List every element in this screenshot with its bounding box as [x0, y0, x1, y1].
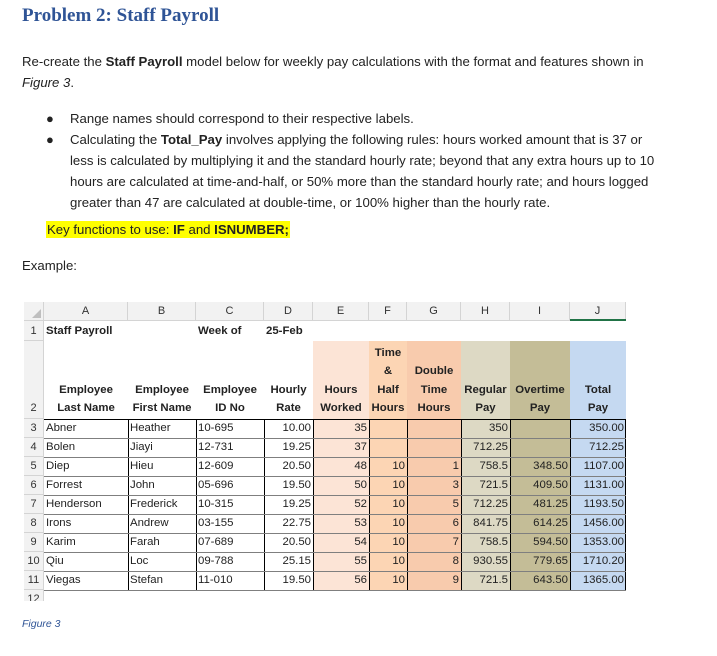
header-line: Hours [417, 402, 451, 415]
cell-e4[interactable]: 37 [354, 441, 367, 453]
cell-i3[interactable] [510, 419, 570, 438]
cell-b7[interactable]: Frederick [130, 498, 178, 510]
cell-b11[interactable]: Stefan [130, 574, 163, 586]
header-line: Regular [464, 383, 507, 396]
header-line: Worked [320, 402, 362, 415]
cell-f6[interactable]: 10 [392, 479, 405, 491]
header-line: & [383, 365, 393, 378]
gridline [44, 571, 626, 572]
header-line: Pay [529, 402, 551, 415]
cell-c5[interactable]: 12-609 [198, 460, 234, 472]
gridline [570, 419, 571, 590]
header-line: Hourly [270, 383, 307, 396]
cell-g5[interactable]: 1 [452, 460, 459, 472]
cell-f7[interactable]: 10 [392, 498, 405, 510]
cell-i9[interactable]: 594.50 [533, 536, 568, 548]
gridline [44, 419, 626, 420]
sheet-title-cell[interactable]: Staff Payroll [46, 325, 113, 337]
header-cell-f[interactable] [369, 341, 407, 419]
gridline [461, 419, 462, 590]
cell-a6[interactable]: Forrest [46, 479, 83, 491]
header-line: Overtime [515, 383, 565, 396]
cell-a9[interactable]: Karim [46, 536, 76, 548]
column-header-f[interactable]: F [369, 302, 407, 321]
cell-b5[interactable]: Hieu [130, 460, 154, 472]
header-cell-h[interactable] [461, 341, 510, 419]
header-cell-g[interactable] [407, 341, 461, 419]
column-header-i[interactable]: I [510, 302, 570, 321]
row-header-9[interactable]: 9 [24, 533, 44, 552]
cell-j9[interactable]: 1353.00 [582, 536, 624, 548]
bullet-icon: ● [46, 132, 54, 147]
cell-b3[interactable]: Heather [130, 422, 171, 434]
column-header-b[interactable]: B [128, 302, 196, 321]
cell-e5[interactable]: 48 [354, 460, 367, 472]
gridline [44, 438, 626, 439]
cell-c10[interactable]: 09-788 [198, 555, 234, 567]
figure-caption: Figure 3 [22, 618, 61, 630]
cell-c4[interactable]: 12-731 [198, 441, 234, 453]
cell-h3[interactable]: 350 [488, 422, 508, 434]
header-line: Last Name [57, 402, 115, 415]
column-header-a[interactable]: A [44, 302, 128, 321]
cell-c9[interactable]: 07-689 [198, 536, 234, 548]
cell-b6[interactable]: John [130, 479, 155, 491]
cell-g3[interactable] [407, 419, 461, 438]
header-cell-j[interactable] [570, 341, 626, 419]
header-cell-d[interactable] [264, 341, 313, 419]
cell-c8[interactable]: 03-155 [198, 517, 234, 529]
cell-g11[interactable]: 9 [452, 574, 459, 586]
key-functions-note: Key functions to use: IF and ISNUMBER; [47, 222, 289, 237]
cell-d9[interactable]: 20.50 [282, 536, 311, 548]
cell-d4[interactable]: 19.25 [282, 441, 311, 453]
row-header-8[interactable]: 8 [24, 514, 44, 533]
row-header-2[interactable]: 2 [24, 341, 44, 419]
cell-e7[interactable]: 52 [354, 498, 367, 510]
cell-e8[interactable]: 53 [354, 517, 367, 529]
row-header-5[interactable]: 5 [24, 457, 44, 476]
header-cell-c[interactable] [196, 341, 264, 419]
header-line: Pay [587, 402, 609, 415]
cell-d5[interactable]: 20.50 [282, 460, 311, 472]
cell-h9[interactable]: 758.5 [479, 536, 508, 548]
cell-h8[interactable]: 841.75 [473, 517, 508, 529]
cell-h10[interactable]: 930.55 [473, 555, 508, 567]
cell-a4[interactable]: Bolen [46, 441, 76, 453]
cell-g10[interactable]: 8 [452, 555, 459, 567]
spreadsheet [24, 302, 645, 601]
week-date-cell[interactable]: 25-Feb [266, 325, 303, 337]
bullet-icon: ● [46, 111, 54, 126]
cell-j3[interactable]: 350.00 [589, 422, 624, 434]
cell-b8[interactable]: Andrew [130, 517, 169, 529]
gridline [407, 419, 408, 590]
cell-i4[interactable] [510, 438, 570, 457]
cell-g4[interactable] [407, 438, 461, 457]
gridline [44, 514, 626, 515]
cell-f8[interactable]: 10 [392, 517, 405, 529]
row-header-10[interactable]: 10 [24, 552, 44, 571]
cell-i7[interactable]: 481.25 [533, 498, 568, 510]
gridline [44, 533, 626, 534]
cell-c11[interactable]: 11-010 [198, 574, 233, 586]
gridline [44, 590, 626, 591]
cell-i11[interactable]: 643.50 [533, 574, 568, 586]
cell-a10[interactable]: Qiu [46, 555, 64, 567]
cell-c3[interactable]: 10-695 [198, 422, 234, 434]
header-line: Total [584, 383, 612, 396]
cell-i6[interactable]: 409.50 [533, 479, 568, 491]
cell-f11[interactable]: 10 [392, 574, 405, 586]
header-line: Employee [135, 383, 189, 396]
cell-d10[interactable]: 25.15 [282, 555, 311, 567]
cell-i8[interactable]: 614.25 [533, 517, 568, 529]
cell-a7[interactable]: Henderson [46, 498, 102, 510]
column-header-j[interactable]: J [570, 302, 626, 321]
cell-b9[interactable]: Farah [130, 536, 160, 548]
intro-paragraph: Re-create the Staff Payroll model below for weekly pay calculations with the format and features shown in Figure 3. [22, 54, 644, 90]
cell-a3[interactable]: Abner [46, 422, 77, 434]
cell-j4[interactable]: 712.25 [589, 441, 624, 453]
cell-j7[interactable]: 1193.50 [583, 498, 624, 510]
header-line: Employee [59, 383, 113, 396]
gridline [264, 419, 265, 590]
cell-i5[interactable]: 348.50 [533, 460, 568, 472]
cell-a11[interactable]: Viegas [46, 574, 81, 586]
gridline [44, 495, 626, 496]
row-header-12[interactable]: 12 [24, 590, 44, 601]
cell-d8[interactable]: 22.75 [282, 517, 311, 529]
select-all-corner[interactable] [24, 302, 44, 321]
column-header-c[interactable]: C [196, 302, 264, 321]
cell-j6[interactable]: 1131.00 [583, 479, 624, 491]
gridline [625, 419, 626, 590]
header-cell-i[interactable] [510, 341, 570, 419]
header-line: First Name [132, 402, 192, 415]
gridline [196, 419, 197, 590]
cell-a5[interactable]: Diep [46, 460, 70, 472]
gridline [44, 552, 626, 553]
cell-g9[interactable]: 7 [452, 536, 459, 548]
column-header-g[interactable]: G [407, 302, 461, 321]
row-header-1[interactable]: 1 [24, 321, 44, 341]
row-header-11[interactable]: 11 [24, 571, 44, 590]
column-header-d[interactable]: D [264, 302, 313, 321]
header-cell-b[interactable] [128, 341, 196, 419]
requirements-list [46, 108, 656, 213]
cell-c7[interactable]: 10-315 [198, 498, 234, 510]
cell-i10[interactable]: 779.65 [533, 555, 568, 567]
header-line: ID No [215, 402, 245, 415]
cell-h5[interactable]: 758.5 [479, 460, 508, 472]
gridline [44, 476, 626, 477]
cell-j10[interactable]: 1710.20 [582, 555, 624, 567]
list-item: ● Range names should correspond to their respective labels. [46, 108, 656, 129]
gridline [313, 419, 314, 590]
cell-f10[interactable]: 10 [392, 555, 405, 567]
page-title: Problem 2: Staff Payroll [22, 5, 220, 26]
cell-d6[interactable]: 19.50 [282, 479, 311, 491]
cell-e10[interactable]: 55 [354, 555, 367, 567]
gridline [44, 457, 626, 458]
cell-d7[interactable]: 19.25 [282, 498, 311, 510]
row-header-4[interactable]: 4 [24, 438, 44, 457]
cell-f9[interactable]: 10 [392, 536, 405, 548]
header-line: Rate [276, 402, 301, 415]
row-header-6[interactable]: 6 [24, 476, 44, 495]
header-line: Employee [203, 383, 257, 396]
column-header-h[interactable]: H [461, 302, 510, 321]
cell-d11[interactable]: 19.50 [282, 574, 311, 586]
cell-f3[interactable] [369, 419, 407, 438]
row-header-3[interactable]: 3 [24, 419, 44, 438]
cell-e11[interactable]: 56 [354, 574, 367, 586]
header-line: Pay [475, 402, 496, 415]
example-label: Example: [22, 258, 77, 273]
cell-d3[interactable]: 10.00 [282, 422, 311, 434]
gridline [369, 419, 370, 590]
cell-g7[interactable]: 5 [452, 498, 459, 510]
cell-e3[interactable]: 35 [354, 422, 367, 434]
cell-h7[interactable]: 712.25 [473, 498, 508, 510]
cell-b10[interactable]: Loc [130, 555, 149, 567]
cell-j5[interactable]: 1107.00 [583, 460, 624, 472]
cell-j8[interactable]: 1456.00 [582, 517, 624, 529]
gridline [128, 419, 129, 590]
selected-column-indicator [570, 319, 626, 321]
header-line: Hours [371, 402, 405, 415]
cell-f4[interactable] [369, 438, 407, 457]
cell-b4[interactable]: Jiayi [130, 441, 153, 453]
week-of-label[interactable]: Week of [198, 325, 242, 337]
row-header-7[interactable]: 7 [24, 495, 44, 514]
header-line: Half [377, 383, 399, 396]
list-item: ● Calculating the Total_Pay involves applying the following rules: hours worked amount that is 37 or less is calculated by multiplying it and the standard hourly rate; beyond that any extra hours up to 10 hours are calculated at time-and-half, or 50% more than the standard hourly rate; and hours logged greater than 47 are calculated at double-time, or 100% higher than the hourly rate. [46, 129, 656, 213]
header-line: Time [420, 383, 448, 396]
header-line: Time [374, 346, 402, 359]
cell-c6[interactable]: 05-696 [198, 479, 234, 491]
cell-j11[interactable]: 1365.00 [582, 574, 624, 586]
header-line: Double [414, 365, 454, 378]
cell-h6[interactable]: 721.5 [479, 479, 508, 491]
header-cell-a[interactable] [44, 341, 128, 419]
cell-h11[interactable]: 721.5 [479, 574, 508, 586]
cell-e6[interactable]: 50 [354, 479, 367, 491]
gridline [510, 419, 511, 590]
cell-g6[interactable]: 3 [452, 479, 459, 491]
cell-a8[interactable]: Irons [46, 517, 72, 529]
header-cell-e[interactable] [313, 341, 369, 419]
cell-h4[interactable]: 712.25 [473, 441, 508, 453]
cell-f5[interactable]: 10 [392, 460, 405, 472]
cell-e9[interactable]: 54 [354, 536, 367, 548]
cell-g8[interactable]: 6 [452, 517, 459, 529]
header-line: Hours [324, 383, 358, 396]
column-header-e[interactable]: E [313, 302, 369, 321]
